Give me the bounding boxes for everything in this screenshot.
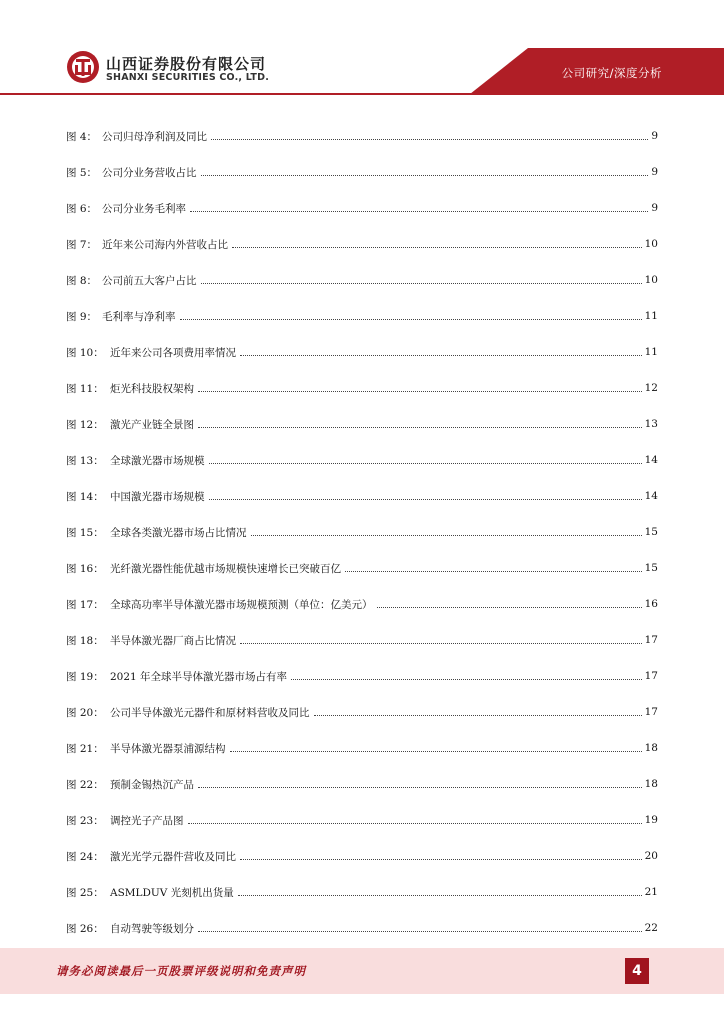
figure-number: 图 24： xyxy=(66,850,104,863)
toc-entry[interactable] xyxy=(66,442,658,478)
dot-leader xyxy=(209,462,642,464)
figure-title: 激光产业链全景图 xyxy=(110,418,194,431)
dot-leader xyxy=(314,714,642,716)
figure-page-number: 9 xyxy=(651,130,658,142)
figure-number: 图 8： xyxy=(66,274,98,287)
toc-entry[interactable] xyxy=(66,586,658,622)
figure-number: 图 23： xyxy=(66,814,104,827)
figure-title: 公司前五大客户占比 xyxy=(102,274,197,287)
figure-title: 光纤激光器性能优越市场规模快速增长已突破百亿 xyxy=(110,562,341,575)
figure-page-number: 18 xyxy=(644,778,658,790)
figure-title: 全球各类激光器市场占比情况 xyxy=(110,526,247,539)
toc-entry[interactable] xyxy=(66,694,658,730)
figure-page-number: 14 xyxy=(644,454,658,466)
figure-page-number: 20 xyxy=(644,850,658,862)
figure-page-number: 15 xyxy=(644,526,658,538)
toc-entry[interactable] xyxy=(66,406,658,442)
figure-number: 图 4： xyxy=(66,130,98,143)
dot-leader xyxy=(198,390,642,392)
figure-title: 预制金锡热沉产品 xyxy=(110,778,194,791)
figure-page-number: 14 xyxy=(644,490,658,502)
dot-leader xyxy=(291,678,642,680)
figure-title: 全球高功率半导体激光器市场规模预测（单位：亿美元） xyxy=(110,598,373,611)
toc-entry[interactable] xyxy=(66,154,658,190)
company-name-cn: 山西证券股份有限公司 xyxy=(106,55,267,73)
dot-leader xyxy=(201,282,642,284)
figure-number: 图 26： xyxy=(66,922,104,935)
figure-title: 自动驾驶等级划分 xyxy=(110,922,194,935)
toc-entry[interactable] xyxy=(66,370,658,406)
dot-leader xyxy=(190,210,648,212)
figure-number: 图 20： xyxy=(66,706,104,719)
toc-entry[interactable] xyxy=(66,190,658,226)
toc-entry[interactable] xyxy=(66,802,658,838)
toc-entry[interactable] xyxy=(66,730,658,766)
header-banner-shape xyxy=(0,0,724,100)
toc-entry[interactable] xyxy=(66,478,658,514)
figure-title: 全球激光器市场规模 xyxy=(110,454,205,467)
toc-entry[interactable] xyxy=(66,622,658,658)
figure-title: 半导体激光器厂商占比情况 xyxy=(110,634,236,647)
figure-number: 图 25： xyxy=(66,886,104,899)
shanxi-securities-logo-icon xyxy=(66,50,100,84)
figure-number: 图 10： xyxy=(66,346,104,359)
figure-page-number: 9 xyxy=(651,166,658,178)
dot-leader xyxy=(188,822,642,824)
toc-entry[interactable] xyxy=(66,514,658,550)
dot-leader xyxy=(198,930,642,932)
figure-number: 图 17： xyxy=(66,598,104,611)
dot-leader xyxy=(251,534,642,536)
dot-leader xyxy=(198,426,642,428)
dot-leader xyxy=(201,174,649,176)
dot-leader xyxy=(198,786,642,788)
figure-number: 图 11： xyxy=(66,382,104,395)
figure-title: 半导体激光器泵浦源结构 xyxy=(110,742,226,755)
figure-number: 图 12： xyxy=(66,418,104,431)
dot-leader xyxy=(232,246,642,248)
figure-page-number: 11 xyxy=(644,310,658,322)
toc-entry[interactable] xyxy=(66,874,658,910)
figure-page-number: 17 xyxy=(644,706,658,718)
figure-title: 中国激光器市场规模 xyxy=(110,490,205,503)
figure-number: 图 15： xyxy=(66,526,104,539)
dot-leader xyxy=(180,318,642,320)
figure-title: 近年来公司各项费用率情况 xyxy=(110,346,236,359)
page-header xyxy=(0,0,724,100)
figure-number: 图 18： xyxy=(66,634,104,647)
figure-page-number: 16 xyxy=(644,598,658,610)
figure-title: ASMLDUV 光刻机出货量 xyxy=(110,886,234,899)
figure-page-number: 12 xyxy=(644,382,658,394)
footer-disclaimer: 请务必阅读最后一页股票评级说明和免责声明 xyxy=(56,964,306,978)
figure-page-number: 17 xyxy=(644,670,658,682)
figure-page-number: 22 xyxy=(644,922,658,934)
toc-entry[interactable] xyxy=(66,910,658,946)
figure-title: 调控光子产品图 xyxy=(110,814,184,827)
toc-entry[interactable] xyxy=(66,334,658,370)
dot-leader xyxy=(211,138,648,140)
figure-number: 图 13： xyxy=(66,454,104,467)
figure-list xyxy=(66,118,658,946)
figure-title: 激光光学元器件营收及同比 xyxy=(110,850,236,863)
figure-number: 图 16： xyxy=(66,562,104,575)
figure-title: 2021 年全球半导体激光器市场占有率 xyxy=(110,670,288,683)
figure-page-number: 19 xyxy=(644,814,658,826)
dot-leader xyxy=(240,858,642,860)
figure-title: 公司分业务毛利率 xyxy=(102,202,186,215)
figure-number: 图 19： xyxy=(66,670,104,683)
dot-leader xyxy=(240,642,642,644)
figure-number: 图 5： xyxy=(66,166,98,179)
dot-leader xyxy=(240,354,642,356)
toc-entry[interactable] xyxy=(66,262,658,298)
figure-page-number: 13 xyxy=(644,418,658,430)
figure-number: 图 22： xyxy=(66,778,104,791)
toc-entry[interactable] xyxy=(66,658,658,694)
figure-number: 图 9： xyxy=(66,310,98,323)
figure-page-number: 9 xyxy=(651,202,658,214)
figure-page-number: 10 xyxy=(644,274,658,286)
figure-number: 图 6： xyxy=(66,202,98,215)
figure-number: 图 7： xyxy=(66,238,98,251)
toc-entry[interactable] xyxy=(66,550,658,586)
dot-leader xyxy=(377,606,642,608)
figure-page-number: 15 xyxy=(644,562,658,574)
figure-page-number: 17 xyxy=(644,634,658,646)
dot-leader xyxy=(238,894,642,896)
figure-page-number: 18 xyxy=(644,742,658,754)
figure-number: 图 21： xyxy=(66,742,104,755)
dot-leader xyxy=(230,750,642,752)
company-name-en: SHANXI SECURITIES CO., LTD. xyxy=(106,72,270,83)
figure-page-number: 11 xyxy=(644,346,658,358)
toc-entry[interactable] xyxy=(66,766,658,802)
figure-page-number: 10 xyxy=(644,238,658,250)
section-label: 公司研究/深度分析 xyxy=(561,66,662,80)
dot-leader xyxy=(209,498,642,500)
dot-leader xyxy=(345,570,642,572)
toc-entry[interactable] xyxy=(66,838,658,874)
figure-title: 炬光科技股权架构 xyxy=(110,382,194,395)
figure-title: 毛利率与净利率 xyxy=(102,310,176,323)
figure-title: 公司分业务营收占比 xyxy=(102,166,197,179)
toc-entry[interactable] xyxy=(66,226,658,262)
figure-title: 近年来公司海内外营收占比 xyxy=(102,238,228,251)
figure-title: 公司半导体激光元器件和原材料营收及同比 xyxy=(110,706,310,719)
page-number-badge: 4 xyxy=(625,958,649,984)
figure-title: 公司归母净利润及同比 xyxy=(102,130,207,143)
figure-page-number: 21 xyxy=(644,886,658,898)
figure-number: 图 14： xyxy=(66,490,104,503)
toc-entry[interactable] xyxy=(66,118,658,154)
toc-entry[interactable] xyxy=(66,298,658,334)
